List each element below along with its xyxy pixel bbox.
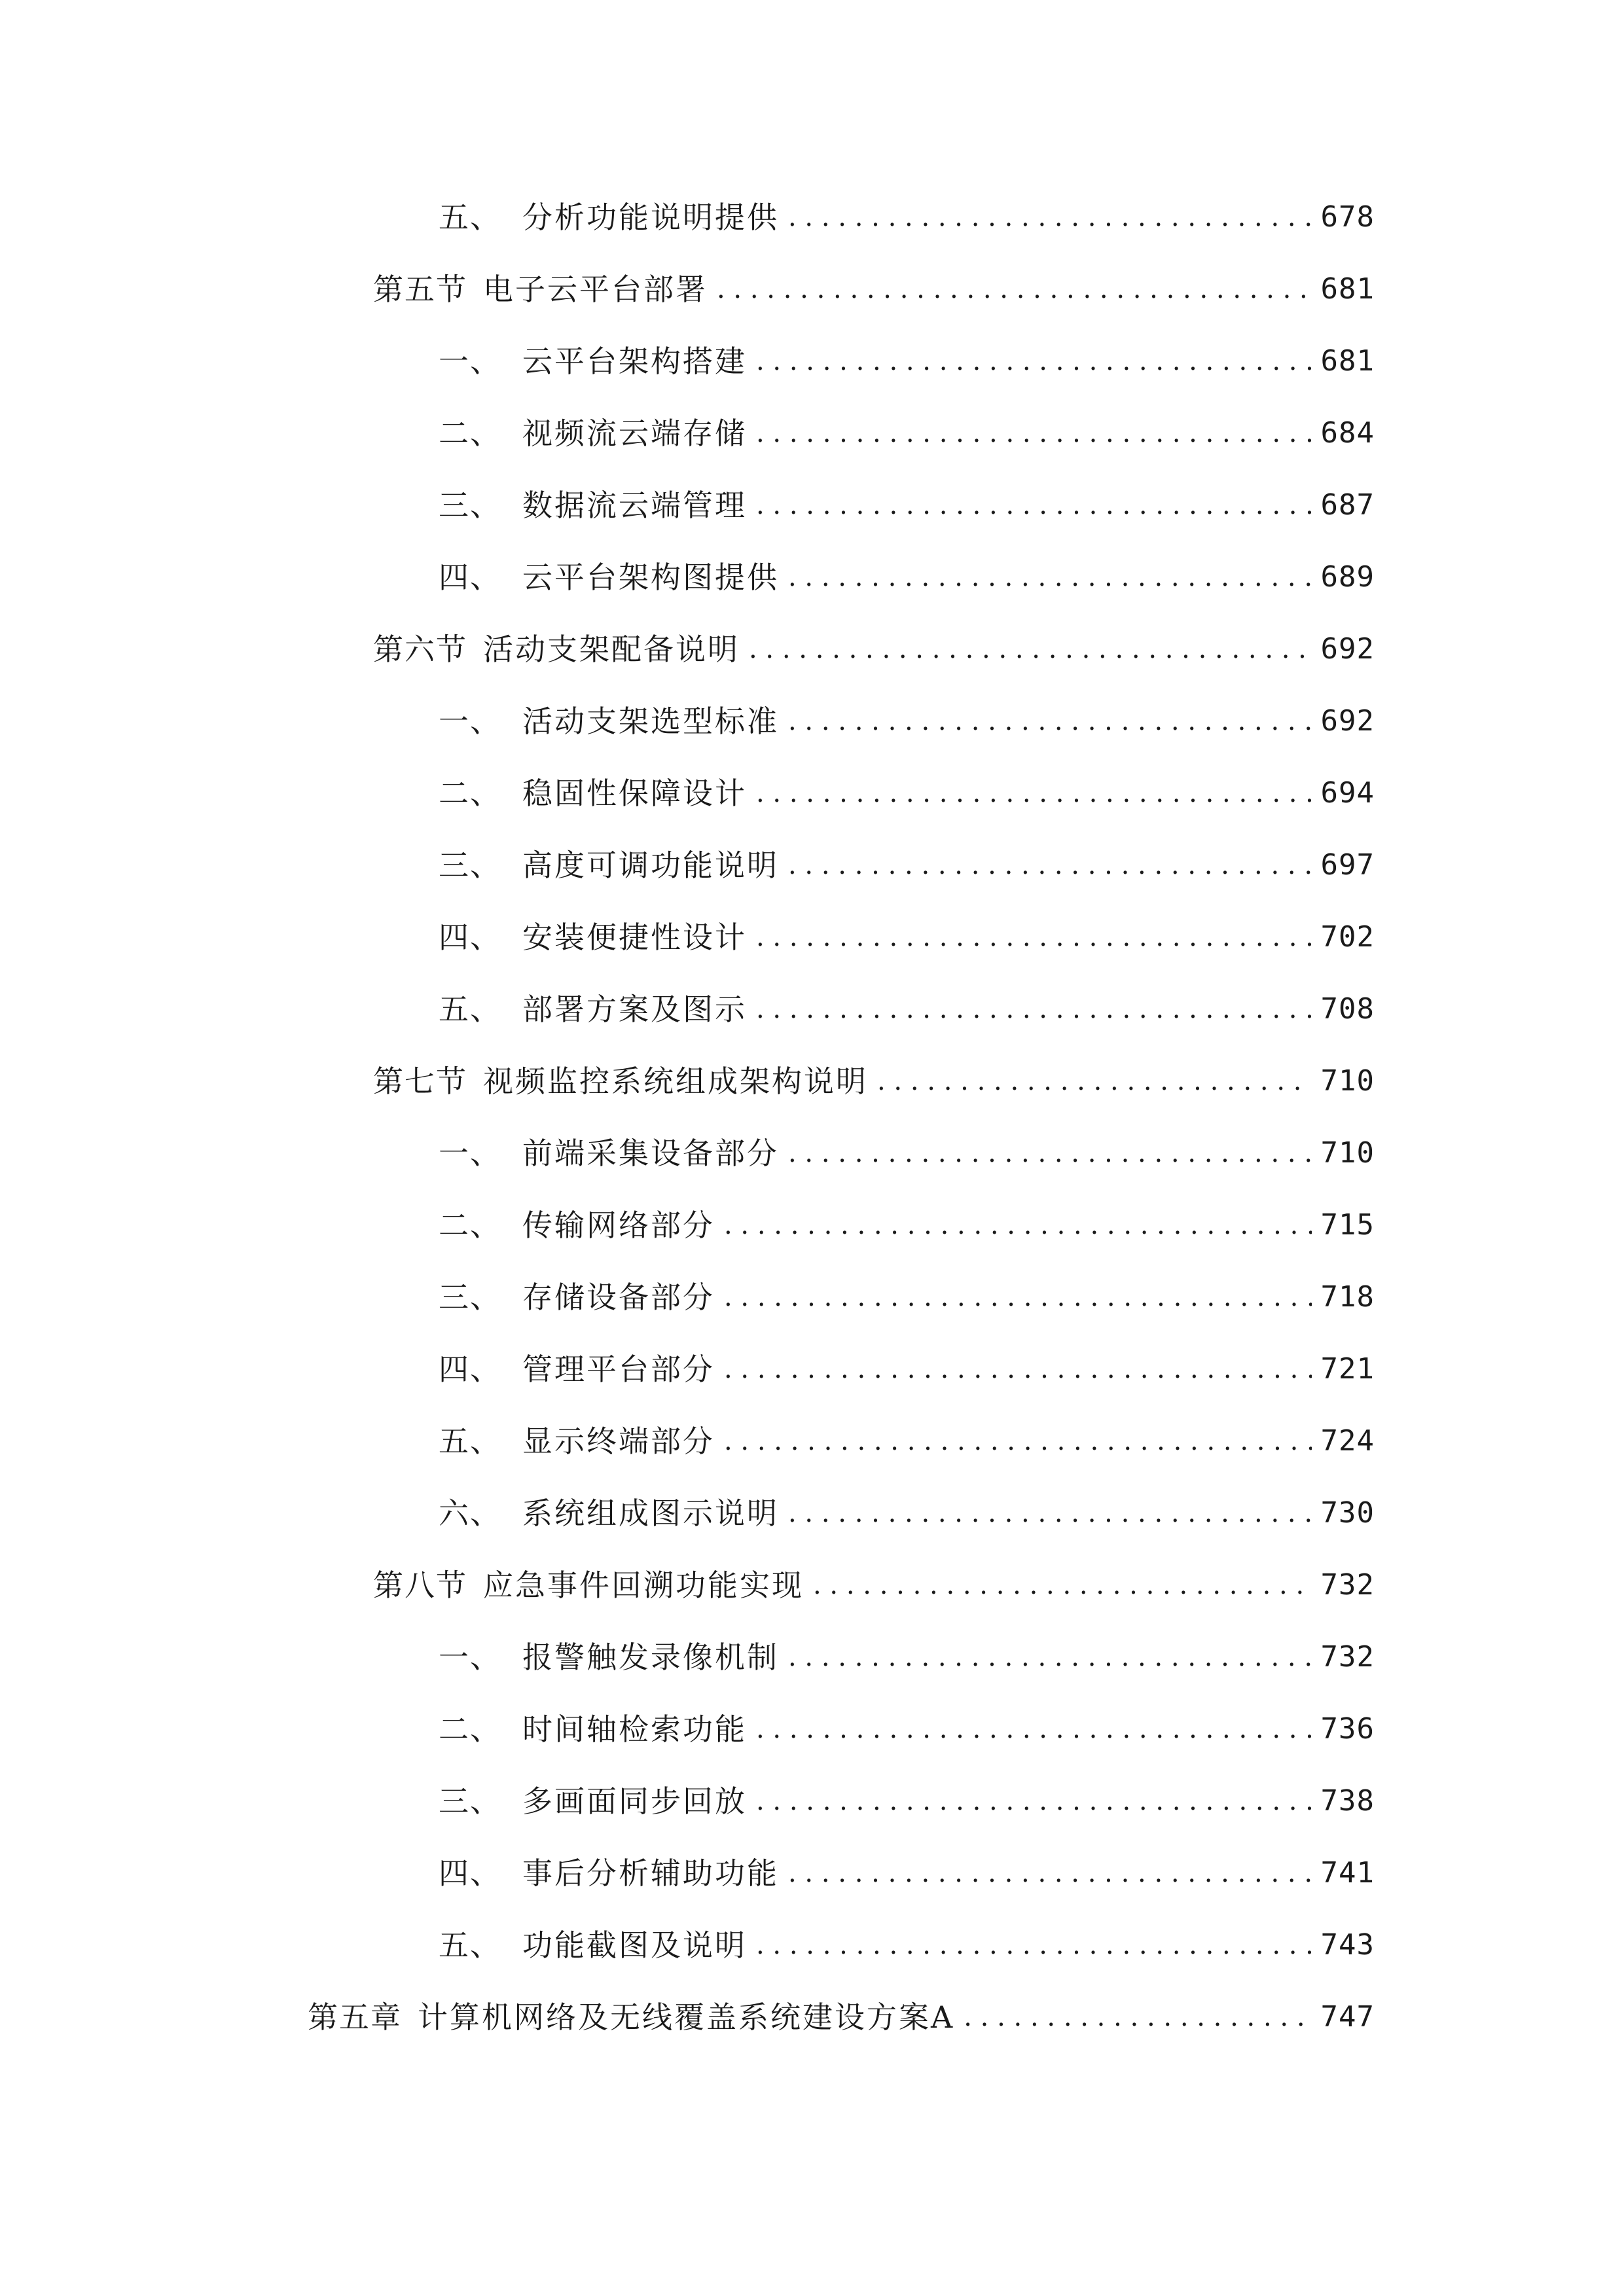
toc-page-number: 721 (1320, 1352, 1375, 1386)
toc-page-number: 678 (1320, 200, 1375, 234)
toc-entry[interactable] (439, 1778, 1375, 1824)
toc-title: 部署方案及图示 (522, 992, 747, 1027)
toc-entry[interactable] (439, 1274, 1375, 1320)
toc-page-number: 710 (1320, 1136, 1375, 1170)
toc-number: 第五章 (308, 2000, 402, 2035)
toc-page-number: 681 (1320, 344, 1375, 378)
toc-title: 计算机网络及无线覆盖系统建设方案A (418, 2000, 955, 2035)
dot-leader (724, 1346, 1312, 1392)
dot-leader (788, 1850, 1312, 1896)
toc-number: 一、 (439, 704, 501, 739)
dot-leader (788, 194, 1312, 240)
toc-title: 数据流云端管理 (522, 488, 747, 523)
toc-entry[interactable] (439, 1850, 1375, 1896)
toc-entry[interactable] (439, 1706, 1375, 1752)
toc-number: 三、 (439, 1280, 501, 1315)
toc-number: 六、 (439, 1496, 501, 1531)
toc-number: 四、 (439, 1856, 501, 1891)
dot-leader (756, 770, 1312, 816)
toc-number: 一、 (439, 1136, 501, 1171)
toc-title: 分析功能说明提供 (522, 200, 779, 235)
toc-title: 云平台架构图提供 (522, 560, 779, 595)
dot-leader (813, 1562, 1312, 1608)
toc-number: 第八节 (373, 1568, 467, 1603)
toc-entry[interactable] (439, 1922, 1375, 1968)
toc-title: 报警触发录像机制 (522, 1640, 779, 1675)
toc-title: 多画面同步回放 (522, 1784, 747, 1819)
dot-leader (756, 986, 1312, 1032)
dot-leader (749, 626, 1312, 672)
toc-page-number: 743 (1320, 1928, 1375, 1962)
toc-entry[interactable] (439, 842, 1375, 888)
toc-entry[interactable] (439, 1346, 1375, 1392)
dot-leader (724, 1202, 1312, 1248)
toc-title: 前端采集设备部分 (522, 1136, 779, 1171)
toc-number: 五、 (439, 1928, 501, 1963)
toc-entry[interactable] (373, 1058, 1375, 1104)
toc-number: 一、 (439, 344, 501, 379)
dot-leader (788, 554, 1312, 600)
toc-entry[interactable] (439, 1490, 1375, 1536)
dot-leader (756, 410, 1312, 456)
toc-entry[interactable] (308, 1994, 1375, 2040)
dot-leader (756, 1922, 1312, 1968)
dot-leader (788, 842, 1312, 888)
toc-entry[interactable] (439, 1202, 1375, 1248)
dot-leader (756, 482, 1312, 528)
toc-number: 第五节 (373, 272, 467, 307)
toc-number: 一、 (439, 1640, 501, 1675)
dot-leader (877, 1058, 1312, 1104)
toc-page-number: 684 (1320, 416, 1375, 450)
toc-page-number: 710 (1320, 1064, 1375, 1098)
toc-title: 系统组成图示说明 (522, 1496, 779, 1531)
toc-entry[interactable] (439, 554, 1375, 600)
toc-title: 存储设备部分 (522, 1280, 715, 1315)
dot-leader (756, 1778, 1312, 1824)
toc-title: 视频监控系统组成架构说明 (483, 1064, 868, 1099)
toc-page-number: 692 (1320, 632, 1375, 666)
dot-leader (724, 1274, 1312, 1320)
toc-page-number: 747 (1320, 2000, 1375, 2034)
toc-entry[interactable] (439, 194, 1375, 240)
toc-page-number: 694 (1320, 776, 1375, 810)
toc-title: 事后分析辅助功能 (522, 1856, 779, 1891)
dot-leader (788, 1130, 1312, 1176)
toc-number: 三、 (439, 488, 501, 523)
toc-entry[interactable] (373, 266, 1375, 312)
toc-number: 五、 (439, 200, 501, 235)
toc-number: 二、 (439, 416, 501, 451)
toc-number: 四、 (439, 920, 501, 955)
dot-leader (756, 914, 1312, 960)
toc-title: 显示终端部分 (522, 1424, 715, 1459)
toc-page-number: 718 (1320, 1280, 1375, 1314)
dot-leader (964, 1994, 1311, 2040)
toc-title: 功能截图及说明 (522, 1928, 747, 1963)
dot-leader (788, 1634, 1312, 1680)
toc-entry[interactable] (373, 626, 1375, 672)
toc-title: 电子云平台部署 (483, 272, 708, 307)
toc-number: 二、 (439, 776, 501, 811)
toc-page-number: 715 (1320, 1208, 1375, 1242)
toc-title: 管理平台部分 (522, 1352, 715, 1387)
toc-number: 三、 (439, 1784, 501, 1819)
toc-entry[interactable] (439, 698, 1375, 744)
dot-leader (788, 1490, 1312, 1536)
toc-title: 视频流云端存储 (522, 416, 747, 451)
toc-title: 活动支架选型标准 (522, 704, 779, 739)
toc-entry[interactable] (439, 986, 1375, 1032)
toc-title: 安装便捷性设计 (522, 920, 747, 955)
toc-page-number: 736 (1320, 1712, 1375, 1746)
toc-number: 第七节 (373, 1064, 467, 1099)
toc-page-number: 738 (1320, 1784, 1375, 1818)
toc-page-number: 681 (1320, 272, 1375, 306)
toc-number: 二、 (439, 1712, 501, 1747)
dot-leader (756, 1706, 1312, 1752)
toc-entry[interactable] (373, 1562, 1375, 1608)
toc-entry[interactable] (439, 1418, 1375, 1464)
toc-number: 四、 (439, 560, 501, 595)
toc-page-number: 732 (1320, 1640, 1375, 1674)
toc-number: 四、 (439, 1352, 501, 1387)
toc-number: 二、 (439, 1208, 501, 1243)
toc-title: 应急事件回溯功能实现 (483, 1568, 804, 1603)
toc-page-number: 741 (1320, 1856, 1375, 1890)
toc-number: 三、 (439, 848, 501, 883)
toc-page-number: 730 (1320, 1496, 1375, 1530)
toc-page-number: 692 (1320, 704, 1375, 738)
toc-entry[interactable] (439, 1130, 1375, 1176)
toc-page-number: 702 (1320, 920, 1375, 954)
toc-title: 稳固性保障设计 (522, 776, 747, 811)
dot-leader (756, 338, 1312, 384)
toc-page-number: 732 (1320, 1568, 1375, 1602)
toc-title: 高度可调功能说明 (522, 848, 779, 883)
toc-title: 活动支架配备说明 (483, 632, 740, 667)
toc-page-number: 708 (1320, 992, 1375, 1026)
toc-title: 云平台架构搭建 (522, 344, 747, 379)
toc-entry[interactable] (439, 338, 1375, 384)
dot-leader (788, 698, 1312, 744)
toc-entry[interactable] (439, 1634, 1375, 1680)
toc-entry[interactable] (439, 410, 1375, 456)
toc-page-number: 689 (1320, 560, 1375, 594)
toc-page-number: 687 (1320, 488, 1375, 522)
toc-number: 第六节 (373, 632, 467, 667)
dot-leader (717, 266, 1312, 312)
toc-entry[interactable] (439, 482, 1375, 528)
toc-page-number: 724 (1320, 1424, 1375, 1458)
toc-page-number: 697 (1320, 848, 1375, 882)
toc-title: 时间轴检索功能 (522, 1712, 747, 1747)
toc-number: 五、 (439, 992, 501, 1027)
toc-entry[interactable] (439, 770, 1375, 816)
toc-number: 五、 (439, 1424, 501, 1459)
toc-entry[interactable] (439, 914, 1375, 960)
toc-title: 传输网络部分 (522, 1208, 715, 1243)
dot-leader (724, 1418, 1312, 1464)
